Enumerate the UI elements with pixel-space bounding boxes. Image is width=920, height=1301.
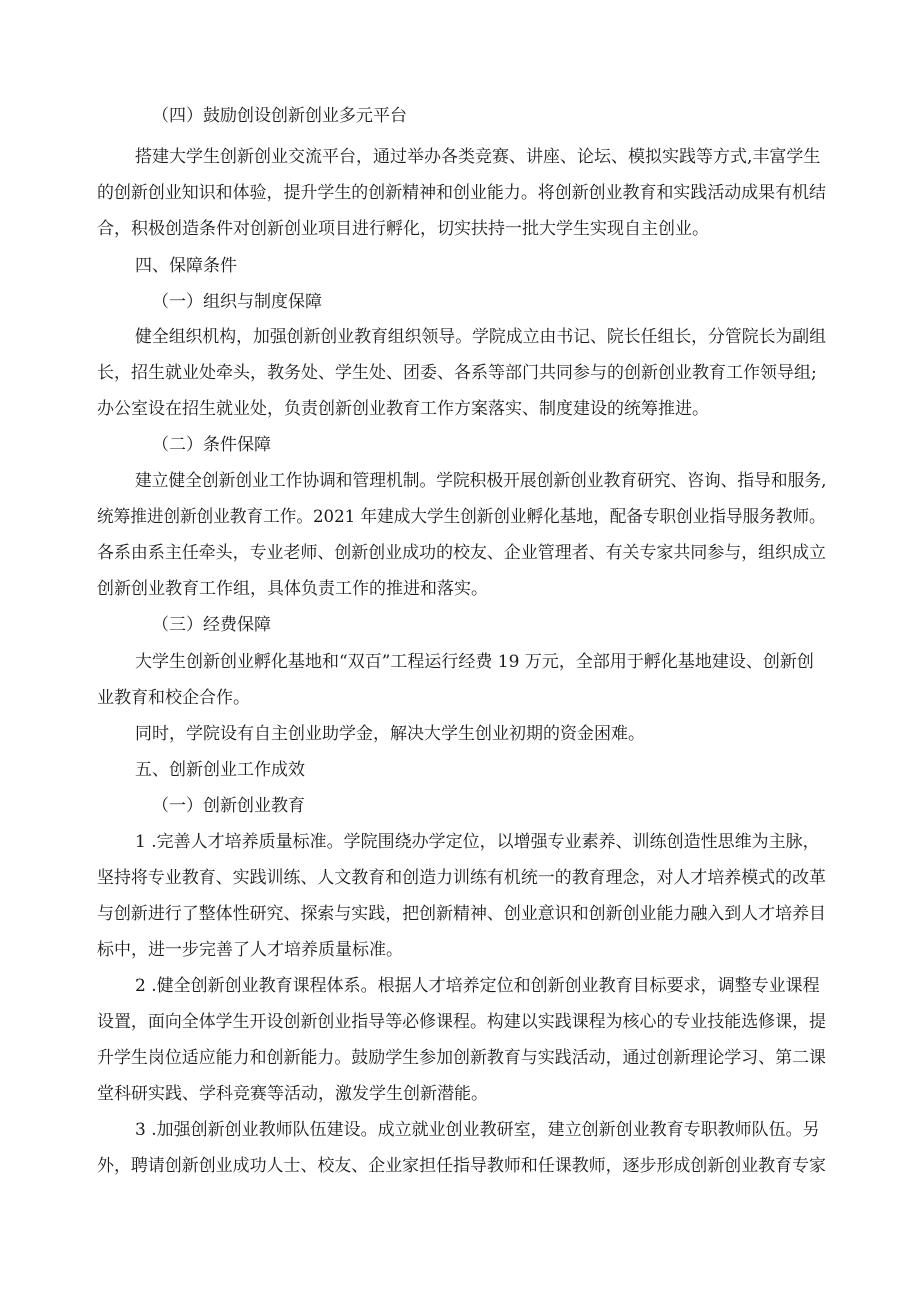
paragraph-item1-line-2: 坚持将专业教育、实践训练、人文教育和创造力训练有机统一的教育理念，对人才培养模式的改革 [97, 868, 826, 888]
section-heading-guarantee: 四、保障条件 [135, 256, 237, 276]
paragraph-item2-line-3: 升学生岗位适应能力和创新能力。鼓励学生参加创新教育与实践活动，通过创新理论学习、第二课 [97, 1048, 826, 1068]
paragraph-item1-line-3: 与创新进行了整体性研究、探索与实践，把创新精神、创业意识和创新创业能力融入到人才培养目 [97, 904, 826, 924]
paragraph-item3-line-1: 3 .加强创新创业教师队伍建设。成立就业创业教研室，建立创新创业教育专职教师队伍。另 [135, 1120, 820, 1140]
section-heading-conditions: （二）条件保障 [152, 435, 271, 455]
paragraph-item2-line-2: 设置，面向全体学生开设创新创业指导等必修课程。构建以实践课程为核心的专业技能选修课，提 [97, 1012, 826, 1032]
paragraph-item1-line-1: 1 .完善人才培养质量标准。学院围绕办学定位，以增强专业素养、训练创造性思维为主脉， [135, 832, 820, 852]
paragraph-platform-line-1: 搭建大学生创新创业交流平台，通过举办各类竞赛、讲座、论坛、模拟实践等方式,丰富学生 [135, 147, 821, 167]
paragraph-item1-line-4: 标中，进一步完善了人才培养质量标准。 [97, 940, 403, 960]
paragraph-item2-line-1: 2 .健全创新创业教育课程体系。根据人才培养定位和创新创业教育目标要求，调整专业课程 [135, 976, 820, 996]
paragraph-conditions-line-3: 各系由系主任牵头，专业老师、创新创业成功的校友、企业管理者、有关专家共同参与，组织成立 [97, 543, 826, 563]
paragraph-item3-line-2: 外，聘请创新创业成功人士、校友、企业家担任指导教师和任课教师，逐步形成创新创业教育专家 [97, 1156, 826, 1176]
paragraph-conditions-line-4: 创新创业教育工作组，具体负责工作的推进和落实。 [97, 579, 488, 599]
section-heading-organization: （一）组织与制度保障 [152, 292, 322, 312]
section-heading-funding: （三）经费保障 [152, 615, 271, 635]
section-heading-education: （一）创新创业教育 [152, 796, 305, 816]
paragraph-funding-line-2: 业教育和校企合作。 [97, 688, 250, 708]
paragraph-organization-line-1: 健全组织机构，加强创新创业教育组织领导。学院成立由书记、院长任组长，分管院长为副组 [135, 327, 826, 347]
section-heading-platform: （四）鼓励创设创新创业多元平台 [152, 106, 407, 126]
section-heading-results: 五、创新创业工作成效 [135, 760, 305, 780]
paragraph-platform-line-3: 合，积极创造条件对创新创业项目进行孵化，切实扶持一批大学生实现自主创业。 [97, 219, 709, 239]
paragraph-organization-line-2: 长，招生就业处牵头，教务处、学生处、团委、各系等部门共同参与的创新创业教育工作领导组; [97, 363, 817, 383]
paragraph-conditions-line-1: 建立健全创新创业工作协调和管理机制。学院积极开展创新创业教育研究、咨询、指导和服务, [135, 471, 827, 491]
paragraph-funding-line-3: 同时，学院设有自主创业助学金，解决大学生创业初期的资金困难。 [135, 724, 645, 744]
paragraph-item2-line-4: 堂科研实践、学科竞赛等活动，激发学生创新潜能。 [97, 1084, 488, 1104]
paragraph-conditions-line-2: 统筹推进创新创业教育工作。2021 年建成大学生创新创业孵化基地，配备专职创业指导服务教师。 [97, 507, 826, 527]
paragraph-platform-line-2: 的创新创业知识和体验，提升学生的创新精神和创业能力。将创新创业教育和实践活动成果有机结 [97, 183, 826, 203]
paragraph-organization-line-3: 办公室设在招生就业处，负责创新创业教育工作方案落实、制度建设的统筹推进。 [97, 399, 709, 419]
paragraph-funding-line-1: 大学生创新创业孵化基地和“双百”工程运行经费 19 万元，全部用于孵化基地建设、创新创 [135, 652, 814, 672]
